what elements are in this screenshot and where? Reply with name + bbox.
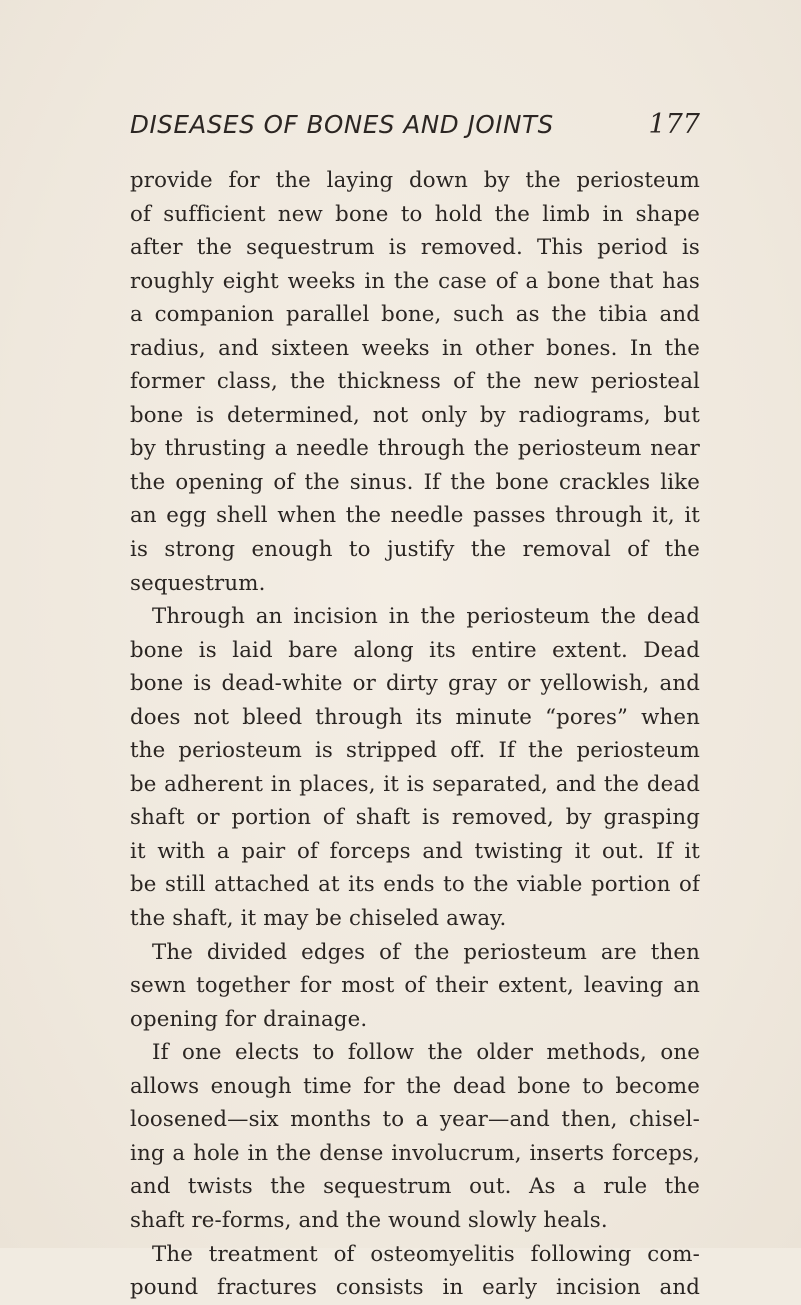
text-line: Through an incision in the periosteum the dead — [152, 604, 700, 630]
text-line: roughly eight weeks in the case of a bone that has — [130, 268, 700, 294]
text-line: bone is determined, not only by radiograms, but — [130, 402, 700, 428]
text-line: radius, and sixteen weeks in other bones. In the — [130, 335, 700, 361]
text-line: allows enough time for the dead bone to become — [130, 1073, 700, 1099]
text-line: does not bleed through its minute “pores” when — [130, 704, 700, 730]
text-line: after the sequestrum is removed. This period is — [130, 235, 700, 261]
text-line: loosened—six months to a year—and then, chisel- — [130, 1107, 700, 1133]
text-line: an egg shell when the needle passes through it, it — [130, 503, 700, 529]
text-line: opening for drainage. — [130, 1006, 368, 1032]
text-line: sequestrum. — [130, 570, 266, 596]
text-line: by thrusting a needle through the periosteum near — [130, 436, 700, 462]
text-line: the opening of the sinus. If the bone crackles like — [130, 469, 700, 495]
text-line: sewn together for most of their extent, leaving an — [130, 973, 700, 999]
text-line: the shaft, it may be chiseled away. — [130, 906, 507, 932]
text-line: it with a pair of forceps and twisting it out. If it — [130, 838, 700, 864]
body-text — [130, 164, 700, 1305]
text-line: bone is laid bare along its entire extent. Dead — [130, 637, 700, 663]
text-line: pound fractures consists in early incision and — [130, 1275, 700, 1301]
text-line: a companion parallel bone, such as the tibia and — [130, 302, 700, 328]
running-title: DISEASES OF BONES AND JOINTS — [130, 110, 554, 139]
text-line: the periosteum is stripped off. If the periosteum — [130, 738, 700, 764]
text-line: provide for the laying down by the periosteum — [130, 168, 700, 193]
text-line: bone is dead-white or dirty gray or yellowish, and — [130, 671, 700, 697]
text-line: The treatment of osteomyelitis following com- — [152, 1241, 700, 1267]
text-line: shaft or portion of shaft is removed, by grasping — [130, 805, 700, 831]
page-number: 177 — [648, 109, 700, 140]
text-line: former class, the thickness of the new periosteal — [130, 369, 700, 395]
text-line: is strong enough to justify the removal of the — [130, 537, 700, 563]
text-line: The divided edges of the periosteum are then — [152, 939, 700, 965]
text-line: be still attached at its ends to the viable portion of — [130, 872, 700, 898]
text-line: ing a hole in the dense involucrum, inserts forceps, — [130, 1140, 700, 1166]
text-line: of sufficient new bone to hold the limb in shape — [130, 201, 700, 227]
text-line: and twists the sequestrum out. As a rule the — [130, 1174, 700, 1200]
running-head — [130, 109, 700, 149]
text-line: If one elects to follow the older methods, one — [152, 1040, 700, 1066]
text-line: shaft re-forms, and the wound slowly heals. — [130, 1207, 608, 1233]
text-line: be adherent in places, it is separated, and the dead — [130, 771, 700, 797]
